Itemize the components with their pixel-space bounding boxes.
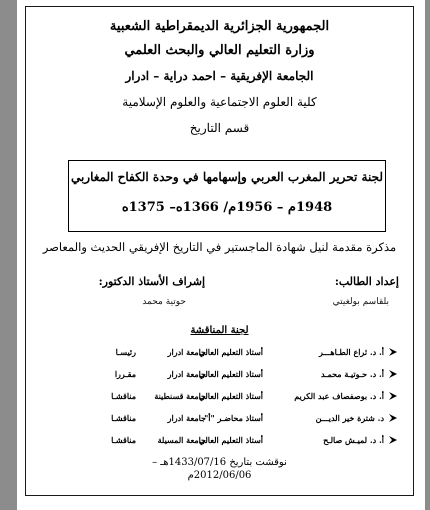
member-university: جامعة المسيلة xyxy=(157,435,206,445)
arrow-bullet-icon xyxy=(388,435,398,445)
member-name: أ. د. حـوتيـة محمـد xyxy=(320,369,384,379)
member-university: جامعة ادرار xyxy=(167,347,206,357)
thesis-title: لجنة تحرير المغرب العربي وإسهامها في وحدة الكفاح المغاربي xyxy=(70,170,384,184)
defense-date-hijri: نوقشت بتاريخ 1433/07/16هـ – xyxy=(152,457,287,468)
thesis-dates: 1948م – 1956م/ 1366ه– 1375ه xyxy=(121,200,333,215)
member-name: أ. د. بوصفصاف عبد الكريم xyxy=(294,391,384,401)
defense-date-gregorian: 2012/06/06م xyxy=(187,470,252,481)
member-university: جامعة ادرار xyxy=(167,369,206,379)
member-name: د. شترة خير الديـــن xyxy=(315,413,384,423)
member-role: مناقشـا xyxy=(111,413,136,423)
arrow-bullet-icon xyxy=(388,413,398,423)
member-university: جامعة قسنطينة xyxy=(154,391,206,401)
member-role: رئيسـا xyxy=(115,347,136,357)
degree-memo: مذكرة مقدمة لنيل شهادة الماجستير في التاريخ الإفريقي الحديث والمعاصر xyxy=(42,240,397,254)
member-university: جامعة ادرار xyxy=(167,413,206,423)
committee-row xyxy=(78,391,398,405)
member-role: مناقشـا xyxy=(111,391,136,401)
member-rank: أستاذ التعليم العالي xyxy=(198,347,263,357)
student-name: بلقاسم بولغيتي xyxy=(332,297,389,307)
member-name: أ. د. ثراع الطـاهـــر xyxy=(318,347,384,357)
department-header: قسم التاريخ xyxy=(189,121,250,135)
member-name: أ. د. لميـش صالـح xyxy=(323,435,384,445)
committee-title: لجنة المناقشة xyxy=(190,325,249,336)
member-role: مقـررا xyxy=(114,369,136,379)
document-page xyxy=(17,0,425,510)
arrow-bullet-icon xyxy=(388,391,398,401)
arrow-bullet-icon xyxy=(388,369,398,379)
member-role: مناقشـا xyxy=(111,435,136,445)
supervisor-name: حوتية محمد xyxy=(142,297,186,307)
thesis-title-box xyxy=(68,160,386,232)
republic-header: الجمهورية الجزائرية الديمقراطية الشعبية xyxy=(109,19,330,34)
committee-row xyxy=(78,413,398,427)
committee-row xyxy=(78,369,398,383)
supervisor-label: إشراف الأستاذ الدكتور: xyxy=(98,275,205,288)
student-label: إعداد الطالب: xyxy=(334,275,399,288)
university-header: الجامعة الإفريقية – احمد دراية – ادرار xyxy=(125,69,314,83)
member-rank: أستاذ التعليم العالي xyxy=(198,369,263,379)
arrow-bullet-icon xyxy=(388,347,398,357)
committee-row xyxy=(78,347,398,361)
member-rank: أستاذ محاضـر "أ" xyxy=(204,413,263,423)
page-border xyxy=(25,6,414,496)
committee-row xyxy=(78,435,398,449)
ministry-header: وزارة التعليم العالي والبحث العلمي xyxy=(124,43,315,58)
member-rank: أستاذ التعليم العالي xyxy=(198,391,263,401)
member-rank: أستاذ التعليم العالي xyxy=(198,435,263,445)
faculty-header: كلية العلوم الاجتماعية والعلوم الإسلامية xyxy=(122,95,317,109)
